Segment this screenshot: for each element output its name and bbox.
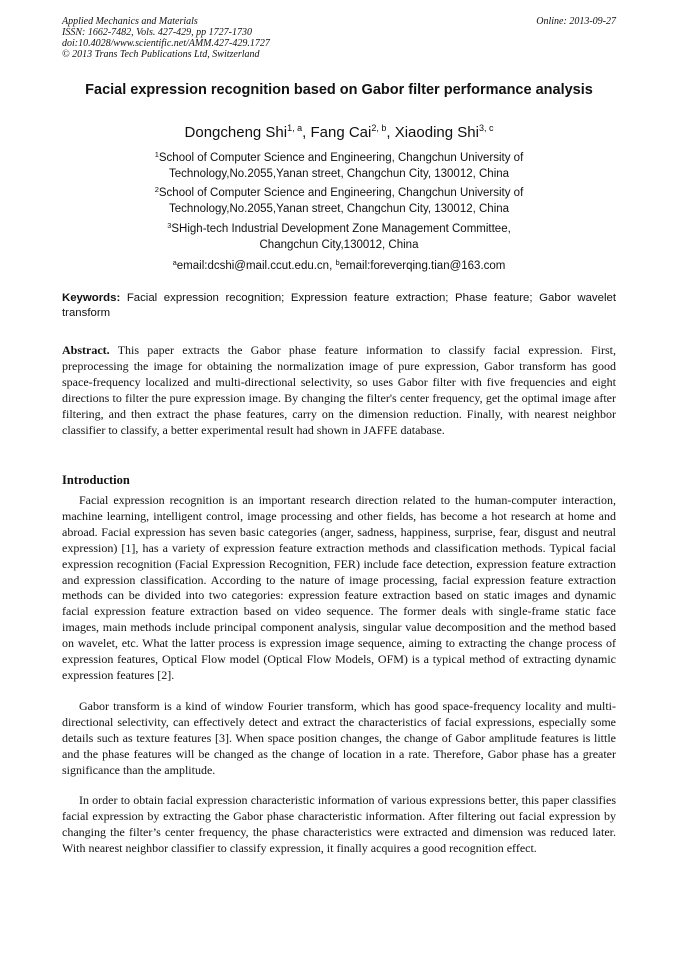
keywords-text: Facial expression recognition; Expression feature extraction; Phase feature; Gabor wavelet transform — [62, 292, 616, 319]
affiliation-mark: 3 — [167, 221, 172, 230]
author-affiliation-mark: 2, b — [371, 123, 387, 133]
affiliation-line: Technology,No.2055,Yanan street, Changchun City, 130012, China — [168, 168, 510, 180]
abstract-label: Abstract. — [62, 343, 110, 357]
section-heading-introduction: Introduction — [62, 473, 130, 487]
affiliation-line: Technology,No.2055,Yanan street, Changchun City, 130012, China — [168, 203, 510, 215]
author-affiliation-mark: 3, c — [478, 123, 494, 133]
affiliation-mark: 1 — [154, 150, 159, 159]
author-name: Xiaoding Shi — [394, 124, 479, 141]
keywords-label: Keywords: — [62, 292, 121, 304]
intro-paragraph-1: Facial expression recognition is an important research direction related to the human-computer interaction, machine learning, intelligent control, image processing and other fields, has become a hot research at home and abroad. Facial expression has seven basic categories (anger, sadness, happiness, surprise, fear, disgust and neutral expression) [1], has a variety of expression feature extraction methods and classification methods. Typical facial expression recognition (Facial Expression Recognition, FER) include face detection, expression feature extraction and expression classification. According to the nature of image processing, facial expression feature extraction methods can be divided into two categories: expression feature extraction based on static images and dynamic facial expression feature extraction based on video sequence. The former deals with single-frame static face images, main methods include principal component analysis, singular value decomposition and the method based on wavelet, etc. What the latter process is expression image sequence, aiming to extracting the change process of expression features, Optical Flow model (Optical Flow Models, OFM) is a typical method of extracting dynamic expression features [2]. — [62, 493, 616, 682]
copyright-line: © 2013 Trans Tech Publications Ltd, Switzerland — [62, 49, 260, 60]
author-separator: , — [386, 124, 395, 141]
affiliation-1 — [62, 150, 616, 182]
affiliation-line: School of Computer Science and Engineering, Changchun University of — [158, 187, 524, 199]
email-address: email:dcshi@mail.ccut.edu.cn, — [176, 260, 336, 272]
author-separator: , — [302, 124, 311, 141]
author-list — [62, 123, 616, 143]
online-date: Online: 2013-09-27 — [536, 16, 616, 27]
affiliation-3 — [62, 221, 616, 253]
paper-title: Facial expression recognition based on Gabor filter performance analysis — [85, 82, 593, 98]
affiliation-2 — [62, 185, 616, 217]
affiliation-line: SHigh-tech Industrial Development Zone Management Committee, — [171, 223, 511, 235]
affiliation-line: Changchun City,130012, China — [259, 239, 419, 251]
email-address: email:foreverqing.tian@163.com — [339, 260, 506, 272]
email-mark: b — [335, 258, 340, 267]
intro-paragraph-3: In order to obtain facial expression characteristic information of various expressions better, this paper classifies facial expression by extracting the Gabor phase characteristic information. After filtering out facial expression by changing the filter’s center frequency, the phase characteristics were extracted and dimension was reduced later. With nearest neighbor classifier to classify expression, it finally acquires a good recognition effect. — [62, 793, 616, 855]
abstract-block — [62, 342, 616, 438]
author-affiliation-mark: 1, a — [287, 123, 303, 133]
email-line — [62, 258, 616, 274]
journal-name: Applied Mechanics and Materials — [62, 16, 198, 27]
email-mark: a — [172, 258, 177, 267]
keywords-block — [62, 291, 616, 321]
affiliation-line: School of Computer Science and Engineering, Changchun University of — [158, 152, 524, 164]
abstract-text: This paper extracts the Gabor phase feature information to classify facial expression. First, preprocessing the image for obtaining the normalization image of pure expression, Gabor transform has good space-frequency localized and multi-directional selectivity, so uses Gabor filter with five frequencies and eight directions to filter the pure expression image. By changing the filter's center frequency, get the optimal image after filtering, and then extract the phase features, carry on the dimension reduction. Finally, with nearest neighbor classifier to classify, a better experimental result had shown in JAFFE database. — [62, 343, 616, 437]
author-name: Dongcheng Shi — [184, 124, 288, 141]
publication-header — [62, 16, 616, 60]
intro-paragraph-2: Gabor transform is a kind of window Fourier transform, which has good space-frequency locality and multi-directional selectivity, can effectively detect and extract the characteristics of facial expressions, especially some details such as texture features [3]. When space position changes, the change of Gabor amplitude features is little and the phase features will be changed as the change of location in a rate. Therefore, Gabor phase has a greater significance than the amplitude. — [62, 699, 616, 777]
affiliation-mark: 2 — [154, 185, 159, 194]
issn-line: ISSN: 1662-7482, Vols. 427-429, pp 1727-1730 — [62, 27, 252, 38]
author-name: Fang Cai — [310, 124, 372, 141]
doi-line: doi:10.4028/www.scientific.net/AMM.427-429.1727 — [62, 38, 270, 49]
